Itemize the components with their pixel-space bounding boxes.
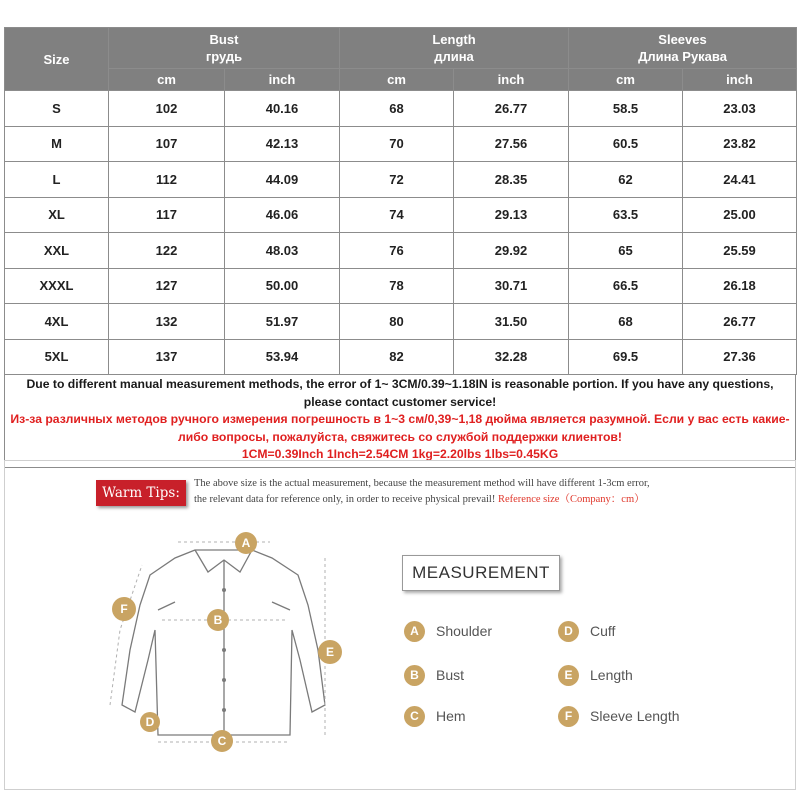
- value-cell: 68: [340, 91, 454, 127]
- measurement-note: [4, 375, 796, 468]
- size-table-body: [5, 91, 797, 375]
- sleeves-header: Sleeves Длина Рукава: [569, 28, 797, 69]
- legend-length: [558, 664, 633, 686]
- table-row: [5, 126, 797, 162]
- shirt-button: [222, 588, 226, 592]
- value-cell: 107: [109, 126, 225, 162]
- value-cell: 26.77: [454, 91, 569, 127]
- value-cell: 65: [569, 233, 683, 269]
- value-cell: 127: [109, 268, 225, 304]
- size-cell: S: [5, 91, 109, 127]
- warm-tips-label: Warm Tips:: [96, 480, 186, 506]
- legend-hem: [404, 705, 466, 727]
- badge-e-letter: E: [325, 645, 335, 659]
- value-cell: 74: [340, 197, 454, 233]
- legend-bust: [404, 664, 464, 686]
- legend-sleeve-length: [558, 705, 680, 727]
- value-cell: 70: [340, 126, 454, 162]
- legend-label: Length: [590, 667, 633, 683]
- size-cell: L: [5, 162, 109, 198]
- table-row: [5, 339, 797, 375]
- value-cell: 42.13: [225, 126, 340, 162]
- value-cell: 58.5: [569, 91, 683, 127]
- value-cell: 29.13: [454, 197, 569, 233]
- value-cell: 23.82: [683, 126, 797, 162]
- shirt-button: [222, 678, 226, 682]
- legend-badge: C: [404, 706, 425, 727]
- shirt-diagram: [100, 520, 360, 760]
- legend-shoulder: [404, 620, 492, 642]
- note-english: Due to different manual measurement methods, the error of 1~ 3CM/0.39~1.18IN is reasonable portion. If you have any questions, please contact customer service!: [26, 377, 774, 409]
- legend-badge: D: [558, 621, 579, 642]
- size-table: [4, 27, 797, 375]
- unit-header: cm: [340, 69, 454, 91]
- badge-b-letter: B: [213, 613, 223, 627]
- value-cell: 27.36: [683, 339, 797, 375]
- legend-label: Cuff: [590, 623, 616, 639]
- table-row: [5, 304, 797, 340]
- value-cell: 26.18: [683, 268, 797, 304]
- value-cell: 30.71: [454, 268, 569, 304]
- measurement-title: MEASUREMENT: [402, 555, 560, 591]
- value-cell: 31.50: [454, 304, 569, 340]
- value-cell: 32.28: [454, 339, 569, 375]
- table-row: [5, 197, 797, 233]
- note-russian: Из-за различных методов ручного измерения погрешность в 1~3 см/0,39~1,18 дюйма является разумной. Если у вас есть какие-либо вопросы, пожалуйста, свяжитесь со службой поддержки клиентов!: [10, 412, 790, 444]
- size-header: Size: [5, 28, 109, 91]
- size-cell: M: [5, 126, 109, 162]
- table-row: [5, 91, 797, 127]
- value-cell: 23.03: [683, 91, 797, 127]
- value-cell: 27.56: [454, 126, 569, 162]
- size-cell: 4XL: [5, 304, 109, 340]
- value-cell: 29.92: [454, 233, 569, 269]
- value-cell: 69.5: [569, 339, 683, 375]
- bust-header: Bust грудь: [109, 28, 340, 69]
- value-cell: 25.00: [683, 197, 797, 233]
- value-cell: 48.03: [225, 233, 340, 269]
- value-cell: 137: [109, 339, 225, 375]
- value-cell: 68: [569, 304, 683, 340]
- value-cell: 102: [109, 91, 225, 127]
- size-cell: XXXL: [5, 268, 109, 304]
- legend-badge: E: [558, 665, 579, 686]
- warm-tips-text: [194, 476, 754, 508]
- legend-label: Shoulder: [436, 623, 493, 639]
- value-cell: 117: [109, 197, 225, 233]
- value-cell: 62: [569, 162, 683, 198]
- unit-header: cm: [569, 69, 683, 91]
- sleeve-line: [110, 565, 142, 705]
- legend-cuff: [558, 620, 615, 642]
- size-chart: [4, 27, 796, 468]
- badge-c-letter: C: [217, 734, 227, 748]
- value-cell: 132: [109, 304, 225, 340]
- warm-tips-line1: The above size is the actual measurement, because the measurement method will have different 1-3cm error,: [194, 478, 650, 489]
- legend-label: Bust: [436, 667, 465, 683]
- unit-header: inch: [225, 69, 340, 91]
- value-cell: 76: [340, 233, 454, 269]
- value-cell: 25.59: [683, 233, 797, 269]
- value-cell: 63.5: [569, 197, 683, 233]
- value-cell: 46.06: [225, 197, 340, 233]
- legend-badge: A: [404, 621, 425, 642]
- value-cell: 82: [340, 339, 454, 375]
- value-cell: 122: [109, 233, 225, 269]
- value-cell: 24.41: [683, 162, 797, 198]
- value-cell: 26.77: [683, 304, 797, 340]
- value-cell: 78: [340, 268, 454, 304]
- value-cell: 40.16: [225, 91, 340, 127]
- badge-a-letter: A: [241, 536, 251, 550]
- unit-header: cm: [109, 69, 225, 91]
- value-cell: 80: [340, 304, 454, 340]
- unit-header: inch: [683, 69, 797, 91]
- reference-size: Reference size（Company：cm）: [497, 494, 645, 505]
- table-row: [5, 233, 797, 269]
- badge-f-letter: F: [120, 602, 128, 616]
- value-cell: 66.5: [569, 268, 683, 304]
- legend-label: Hem: [436, 708, 466, 724]
- value-cell: 53.94: [225, 339, 340, 375]
- value-cell: 51.97: [225, 304, 340, 340]
- value-cell: 50.00: [225, 268, 340, 304]
- length-header: Length длина: [340, 28, 569, 69]
- legend-badge: B: [404, 665, 425, 686]
- shirt-button: [222, 708, 226, 712]
- value-cell: 28.35: [454, 162, 569, 198]
- table-row: [5, 268, 797, 304]
- value-cell: 72: [340, 162, 454, 198]
- value-cell: 112: [109, 162, 225, 198]
- shirt-button: [222, 648, 226, 652]
- size-cell: XL: [5, 197, 109, 233]
- legend-badge: F: [558, 706, 579, 727]
- legend-label: Sleeve Length: [590, 708, 680, 724]
- unit-conversion: 1CM=0.39Inch 1Inch=2.54CM 1kg=2.20lbs 1lbs=0.45KG: [241, 447, 559, 461]
- table-row: [5, 162, 797, 198]
- size-cell: XXL: [5, 233, 109, 269]
- value-cell: 60.5: [569, 126, 683, 162]
- value-cell: 44.09: [225, 162, 340, 198]
- badge-d-letter: D: [145, 715, 155, 729]
- warm-tips-line2: the relevant data for reference only, in order to receive physical prevail!: [194, 494, 496, 505]
- size-cell: 5XL: [5, 339, 109, 375]
- unit-header: inch: [454, 69, 569, 91]
